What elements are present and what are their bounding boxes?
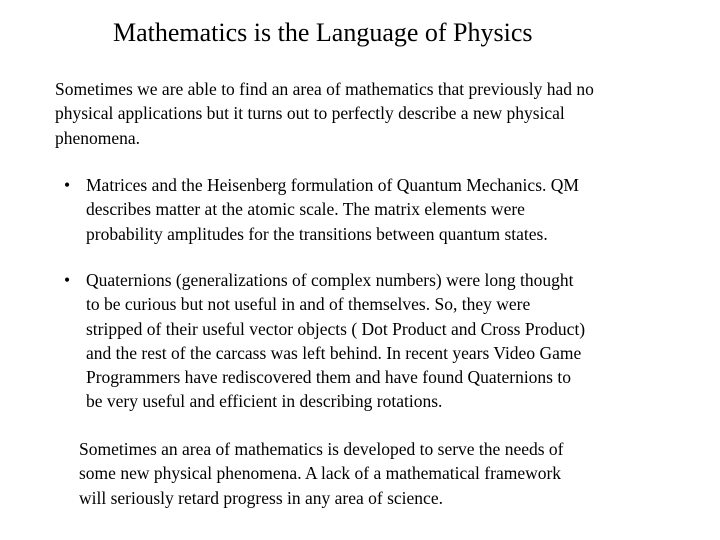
- intro-line: phenomena.: [55, 127, 141, 148]
- bullet-icon: •: [64, 270, 71, 290]
- bullet-item-matrices: [64, 173, 579, 246]
- intro-line: Sometimes we are able to find an area of mathematics that previously had no: [55, 79, 594, 99]
- slide-title: Mathematics is the Language of Physics: [113, 18, 533, 47]
- bullet-line: and the rest of the carcass was left behind. In recent years Video Game: [86, 342, 582, 363]
- bullet-icon: •: [64, 175, 71, 195]
- bullet-line: probability amplitudes for the transitions between quantum states.: [86, 223, 548, 244]
- bullet-line: be very useful and efficient in describing rotations.: [86, 391, 443, 412]
- bullet-line: Quaternions (generalizations of complex numbers) were long thought: [86, 270, 574, 290]
- intro-paragraph: [55, 77, 594, 150]
- outro-line: some new physical phenomena. A lack of a mathematical framework: [79, 463, 562, 484]
- outro-paragraph: [79, 437, 564, 510]
- bullet-line: to be curious but not useful in and of themselves. So, they were: [86, 294, 531, 315]
- bullet-line: Matrices and the Heisenberg formulation of Quantum Mechanics. QM: [86, 175, 579, 195]
- intro-line: physical applications but it turns out to perfectly describe a new physical: [55, 103, 565, 124]
- outro-line: Sometimes an area of mathematics is developed to serve the needs of: [79, 439, 564, 459]
- outro-line: will seriously retard progress in any area of science.: [79, 487, 443, 508]
- bullet-line: Programmers have rediscovered them and have found Quaternions to: [86, 367, 571, 388]
- bullet-line: describes matter at the atomic scale. The matrix elements were: [86, 199, 525, 220]
- bullet-item-quaternions: [64, 268, 586, 414]
- bullet-line: stripped of their useful vector objects ( Dot Product and Cross Product): [86, 318, 586, 339]
